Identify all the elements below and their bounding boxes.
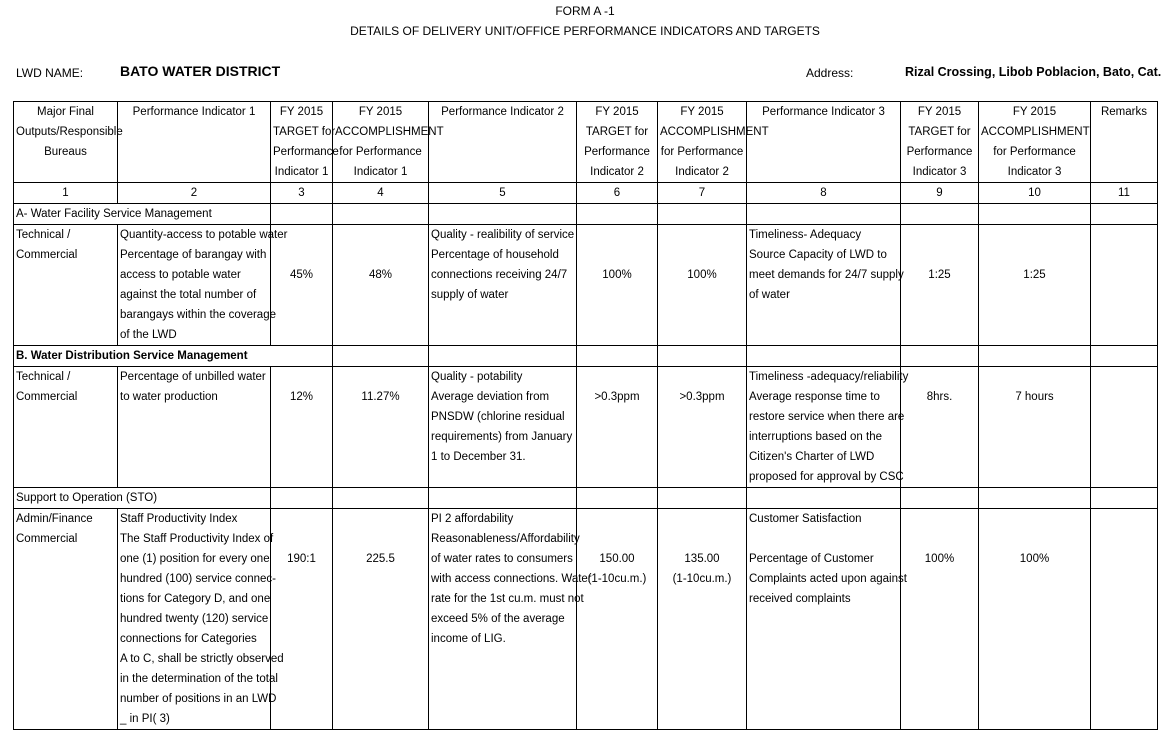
pi3-cell: Customer Satisfaction Percentage of Customer Complaints acted upon against received complaints xyxy=(747,509,901,730)
pi1-cell: Quantity-access to potable water Percentage of barangay with access to potable water against the total number of barangays within the coverage of the LWD xyxy=(118,225,271,346)
header-row xyxy=(14,102,1158,183)
header-bureaus: Major Final Outputs/Responsible Bureaus xyxy=(14,102,118,183)
accomplishment-pi2-cell: >0.3ppm xyxy=(658,367,747,488)
section-title-c: Support to Operation (STO) xyxy=(14,488,271,509)
section-row-a xyxy=(14,204,1158,225)
accomplishment-pi3-cell: 7 hours xyxy=(979,367,1091,488)
column-number: 4 xyxy=(333,183,429,204)
address-label: Address: xyxy=(806,66,854,80)
pi1-cell: Staff Productivity Index The Staff Productivity Index of one (1) position for every one hundred (100) service connec- tions for Category D, and one hundred twenty (120) service connections for Categories A to C, shall be strictly observed in the determination of the total number of positions in an LWD _ in PI( 3) xyxy=(118,509,271,730)
column-number: 7 xyxy=(658,183,747,204)
pi2-cell: Quality - realibility of service Percentage of household connections receiving 24/7 supply of water xyxy=(429,225,577,346)
header-accomplishment-pi3: FY 2015 ACCOMPLISHMENT for Performance Indicator 3 xyxy=(979,102,1091,183)
column-number: 9 xyxy=(901,183,979,204)
header-target-pi1: FY 2015 TARGET for Performance Indicator 1 xyxy=(271,102,333,183)
lwd-name-value: BATO WATER DISTRICT xyxy=(120,63,281,79)
target-pi2-cell: 100% xyxy=(577,225,658,346)
column-number: 8 xyxy=(747,183,901,204)
target-pi1-cell: 190:1 xyxy=(271,509,333,730)
header-accomplishment-pi1: FY 2015 ACCOMPLISHMENT for Performance Indicator 1 xyxy=(333,102,429,183)
remarks-cell xyxy=(1091,367,1158,488)
target-pi1-cell: 45% xyxy=(271,225,333,346)
column-number: 6 xyxy=(577,183,658,204)
bureau-cell: Technical / Commercial xyxy=(14,367,118,488)
table-row xyxy=(14,367,1158,488)
column-number-row xyxy=(14,183,1158,204)
pi2-cell: Quality - potability Average deviation from PNSDW (chlorine residual requirements) from January 1 to December 31. xyxy=(429,367,577,488)
header-pi3: Performance Indicator 3 xyxy=(747,102,901,183)
section-row-b xyxy=(14,346,1158,367)
column-number: 1 xyxy=(14,183,118,204)
accomplishment-pi2-cell: 100% xyxy=(658,225,747,346)
section-title-b: B. Water Distribution Service Management xyxy=(14,346,333,367)
target-pi3-cell: 100% xyxy=(901,509,979,730)
section-title-a: A- Water Facility Service Management xyxy=(14,204,271,225)
header-pi2: Performance Indicator 2 xyxy=(429,102,577,183)
header-pi1: Performance Indicator 1 xyxy=(118,102,271,183)
remarks-cell xyxy=(1091,509,1158,730)
target-pi3-cell: 1:25 xyxy=(901,225,979,346)
column-number: 3 xyxy=(271,183,333,204)
accomplishment-pi1-cell: 48% xyxy=(333,225,429,346)
target-pi3-cell: 8hrs. xyxy=(901,367,979,488)
pi1-cell: Percentage of unbilled water to water production xyxy=(118,367,271,488)
lwd-name-label: LWD NAME: xyxy=(16,66,84,80)
target-pi2-cell: 150.00 (1-10cu.m.) xyxy=(577,509,658,730)
form-subtitle: DETAILS OF DELIVERY UNIT/OFFICE PERFORMANCE INDICATORS AND TARGETS xyxy=(350,24,820,38)
target-pi1-cell: 12% xyxy=(271,367,333,488)
column-number: 11 xyxy=(1091,183,1158,204)
section-row-c xyxy=(14,488,1158,509)
header-accomplishment-pi2: FY 2015 ACCOMPLISHMENT for Performance Indicator 2 xyxy=(658,102,747,183)
column-number: 2 xyxy=(118,183,271,204)
indicators-table xyxy=(13,101,1158,730)
accomplishment-pi2-cell: 135.00 (1-10cu.m.) xyxy=(658,509,747,730)
remarks-cell xyxy=(1091,225,1158,346)
accomplishment-pi3-cell: 1:25 xyxy=(979,225,1091,346)
header-target-pi3: FY 2015 TARGET for Performance Indicator 3 xyxy=(901,102,979,183)
accomplishment-pi3-cell: 100% xyxy=(979,509,1091,730)
table-row xyxy=(14,509,1158,730)
accomplishment-pi1-cell: 225.5 xyxy=(333,509,429,730)
column-number: 5 xyxy=(429,183,577,204)
form-title: FORM A -1 xyxy=(555,4,615,18)
pi2-cell: PI 2 affordability Reasonableness/Affordability of water rates to consumers with access connections. Water rate for the 1st cu.m. must not exceed 5% of the average income of LIG. xyxy=(429,509,577,730)
accomplishment-pi1-cell: 11.27% xyxy=(333,367,429,488)
pi3-cell: Timeliness -adequacy/reliability Average response time to restore service when there are interruptions based on the Citizen's Charter of LWD proposed for approval by CSC xyxy=(747,367,901,488)
table-row xyxy=(14,225,1158,346)
target-pi2-cell: >0.3ppm xyxy=(577,367,658,488)
pi3-cell: Timeliness- Adequacy Source Capacity of LWD to meet demands for 24/7 supply of water xyxy=(747,225,901,346)
header-remarks: Remarks xyxy=(1091,102,1158,183)
address-value: Rizal Crossing, Libob Poblacion, Bato, Cat. xyxy=(905,65,1162,79)
bureau-cell: Admin/Finance Commercial xyxy=(14,509,118,730)
header-target-pi2: FY 2015 TARGET for Performance Indicator 2 xyxy=(577,102,658,183)
column-number: 10 xyxy=(979,183,1091,204)
bureau-cell: Technical / Commercial xyxy=(14,225,118,346)
